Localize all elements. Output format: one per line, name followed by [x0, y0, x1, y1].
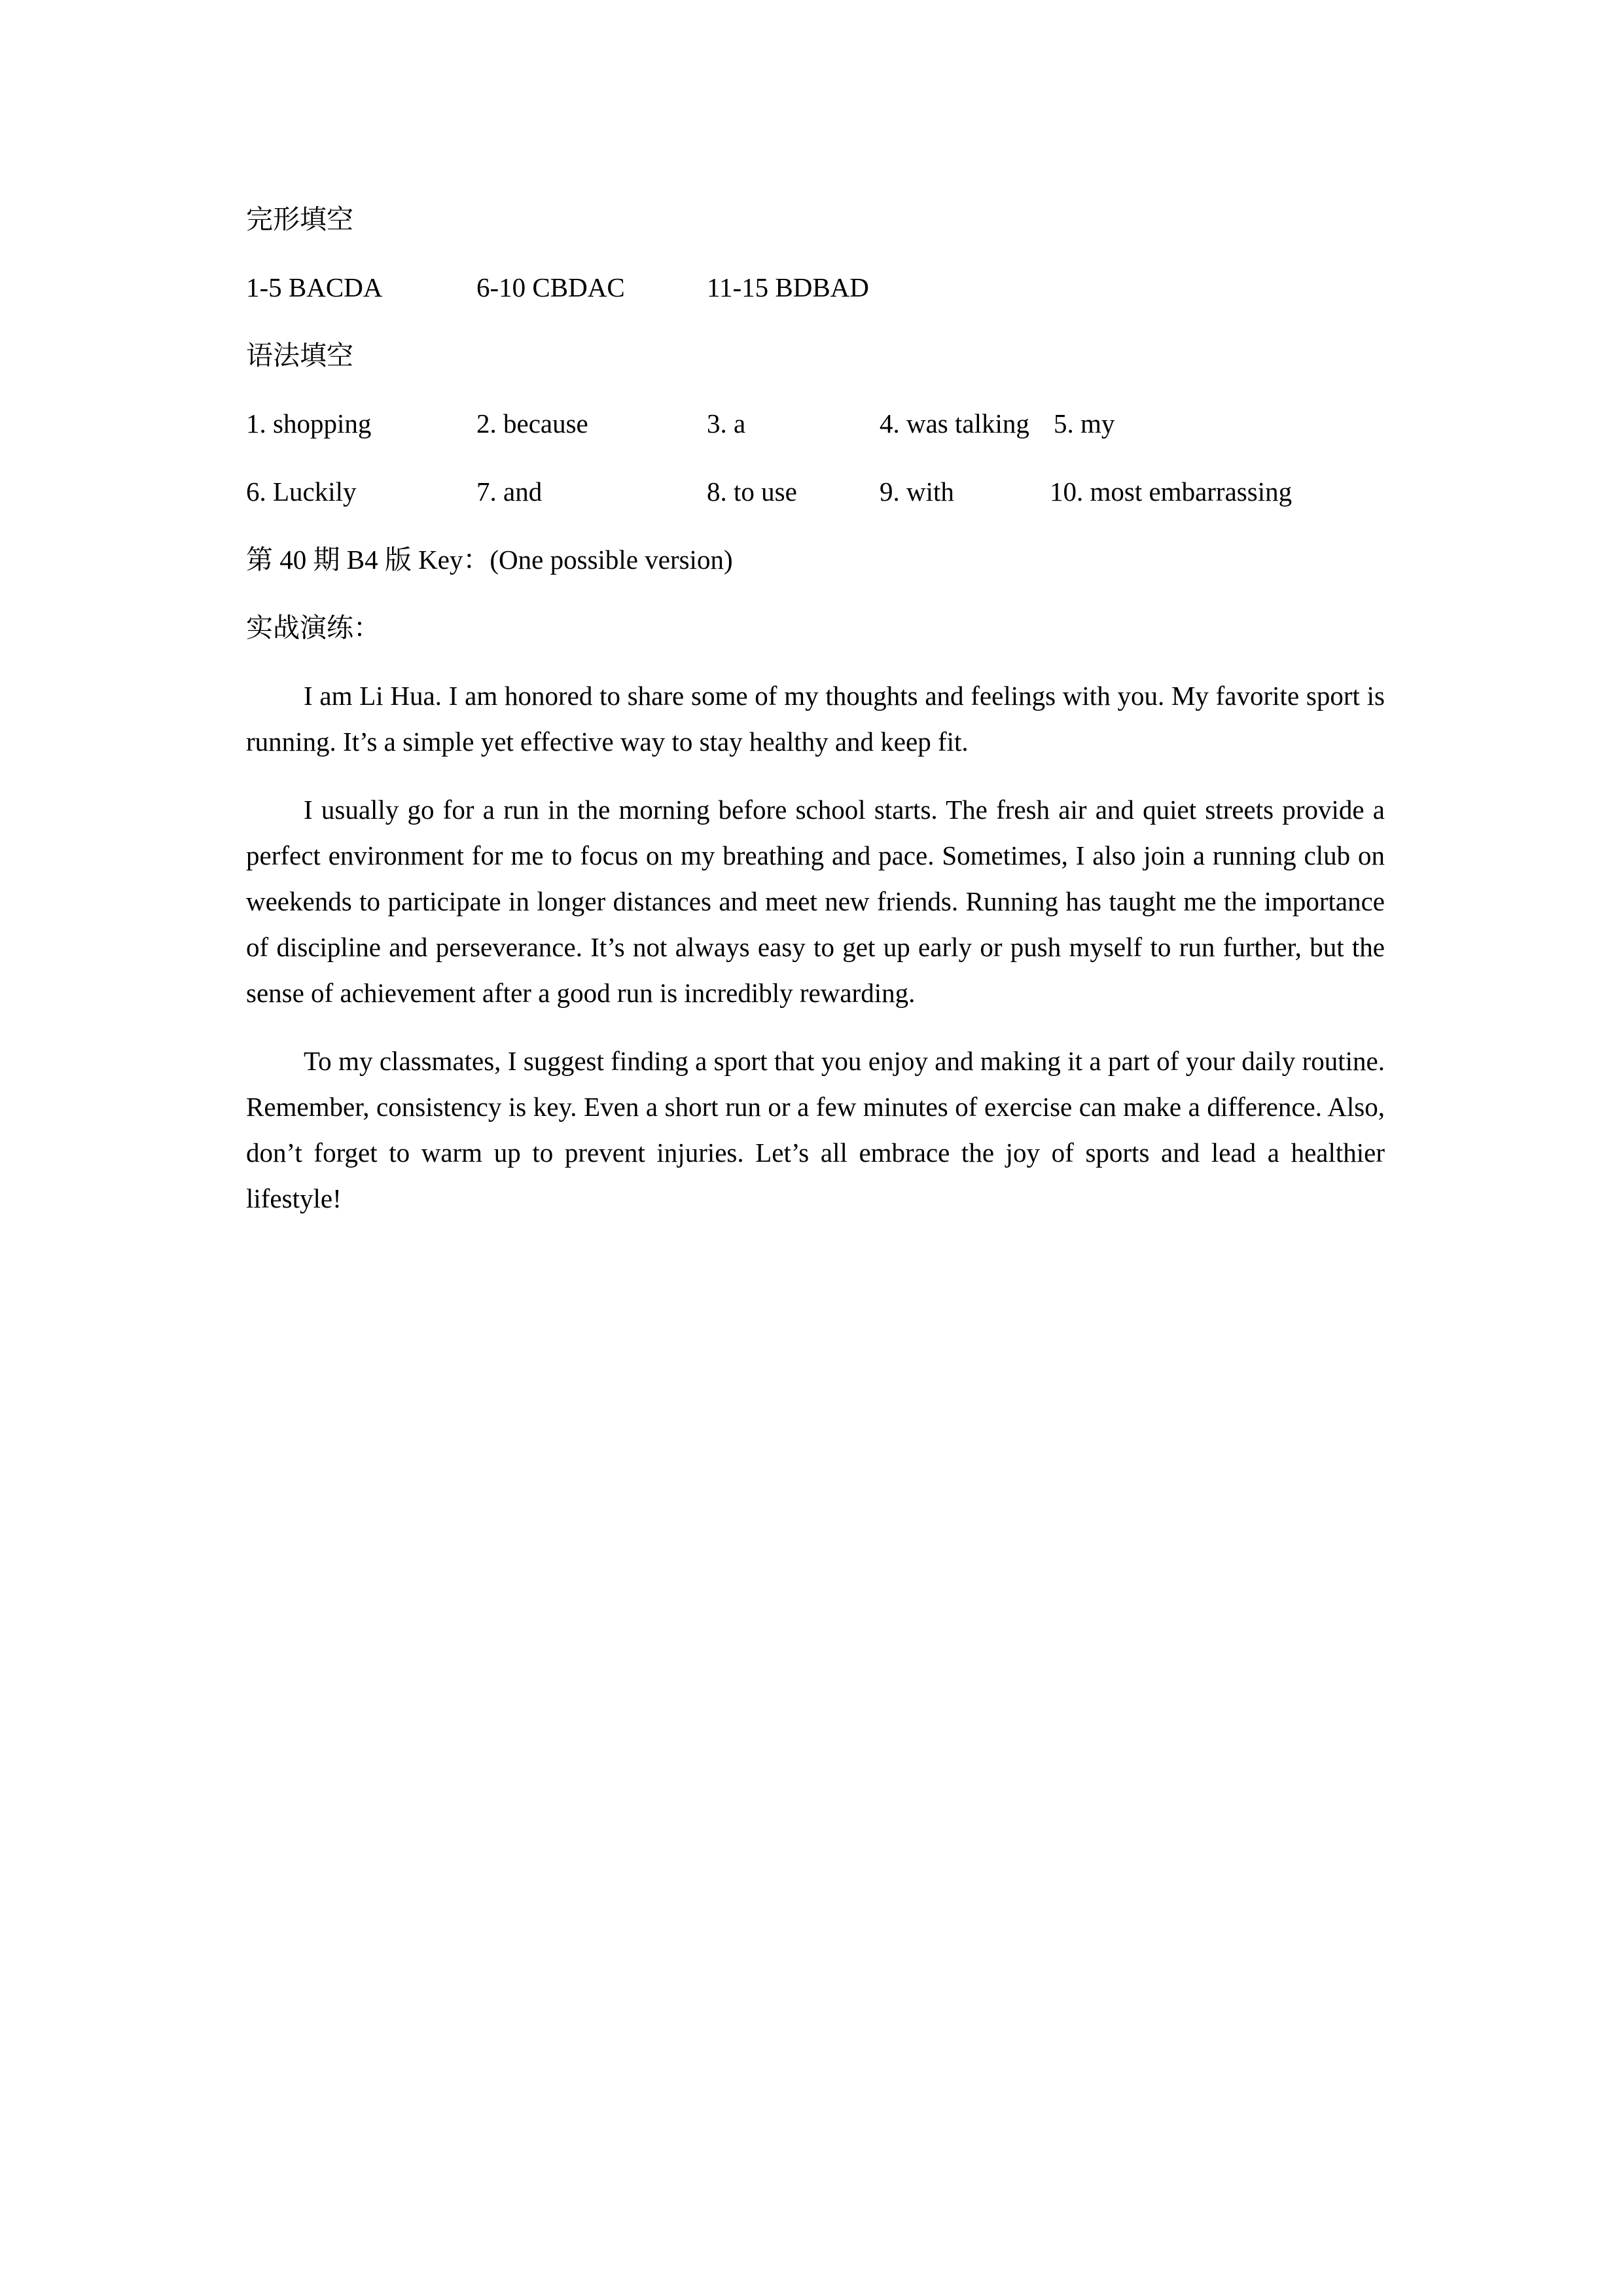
grammar-answer: 3. a	[707, 408, 746, 439]
essay-paragraph-1: I am Li Hua. I am honored to share some of my thoughts and feelings with you. My favorite sport is running. It’s a simple yet effective way to stay healthy and keep fit.	[246, 681, 1385, 757]
grammar-answer: 1. shopping	[246, 408, 372, 439]
cloze-answer: 11-15 BDBAD	[707, 272, 869, 302]
cloze-heading	[246, 196, 1385, 242]
grammar-answer: 5. my	[1054, 408, 1115, 439]
document-content	[246, 196, 1385, 1244]
grammar-answer: 10. most embarrassing	[1050, 476, 1293, 507]
grammar-answers-row-1	[246, 401, 1385, 446]
grammar-answer: 2. because	[476, 408, 588, 439]
practice-heading-text: 实战演练：	[246, 613, 380, 643]
grammar-heading	[246, 332, 1385, 378]
key-heading-text: 第 40 期 B4 版 Key：(One possible version)	[246, 545, 733, 575]
practice-heading	[246, 605, 1385, 651]
grammar-answer: 7. and	[476, 476, 543, 507]
cloze-title: 完形填空	[246, 204, 353, 234]
grammar-answer: 6. Luckily	[246, 476, 357, 507]
cloze-answer: 6-10 CBDAC	[476, 272, 625, 302]
key-heading	[246, 537, 1385, 583]
grammar-answers-row-2	[246, 469, 1385, 514]
grammar-answer: 8. to use	[707, 476, 797, 507]
grammar-title: 语法填空	[246, 340, 353, 370]
essay-paragraph-3: To my classmates, I suggest finding a sport that you enjoy and making it a part of your daily routine. Remember, consistency is key. Even a short run or a few minutes of exercise can make a difference. Also, don’t forget to warm up to prevent injuries. Let’s all embrace the joy of sports and lead a healthier lifestyle!	[246, 1046, 1385, 1213]
grammar-answer: 4. was talking	[880, 408, 1029, 439]
cloze-answers-row	[246, 264, 1385, 310]
cloze-answer: 1-5 BACDA	[246, 272, 383, 302]
essay-paragraph-2: I usually go for a run in the morning before school starts. The fresh air and quiet streets provide a perfect environment for me to focus on my breathing and pace. Sometimes, I also join a running club on weekends to participate in longer distances and meet new friends. Running has taught me the importance of discipline and perseverance. It’s not always easy to get up early or push myself to run further, but the sense of achievement after a good run is incredibly rewarding.	[246, 795, 1385, 1008]
grammar-answer: 9. with	[880, 476, 954, 507]
